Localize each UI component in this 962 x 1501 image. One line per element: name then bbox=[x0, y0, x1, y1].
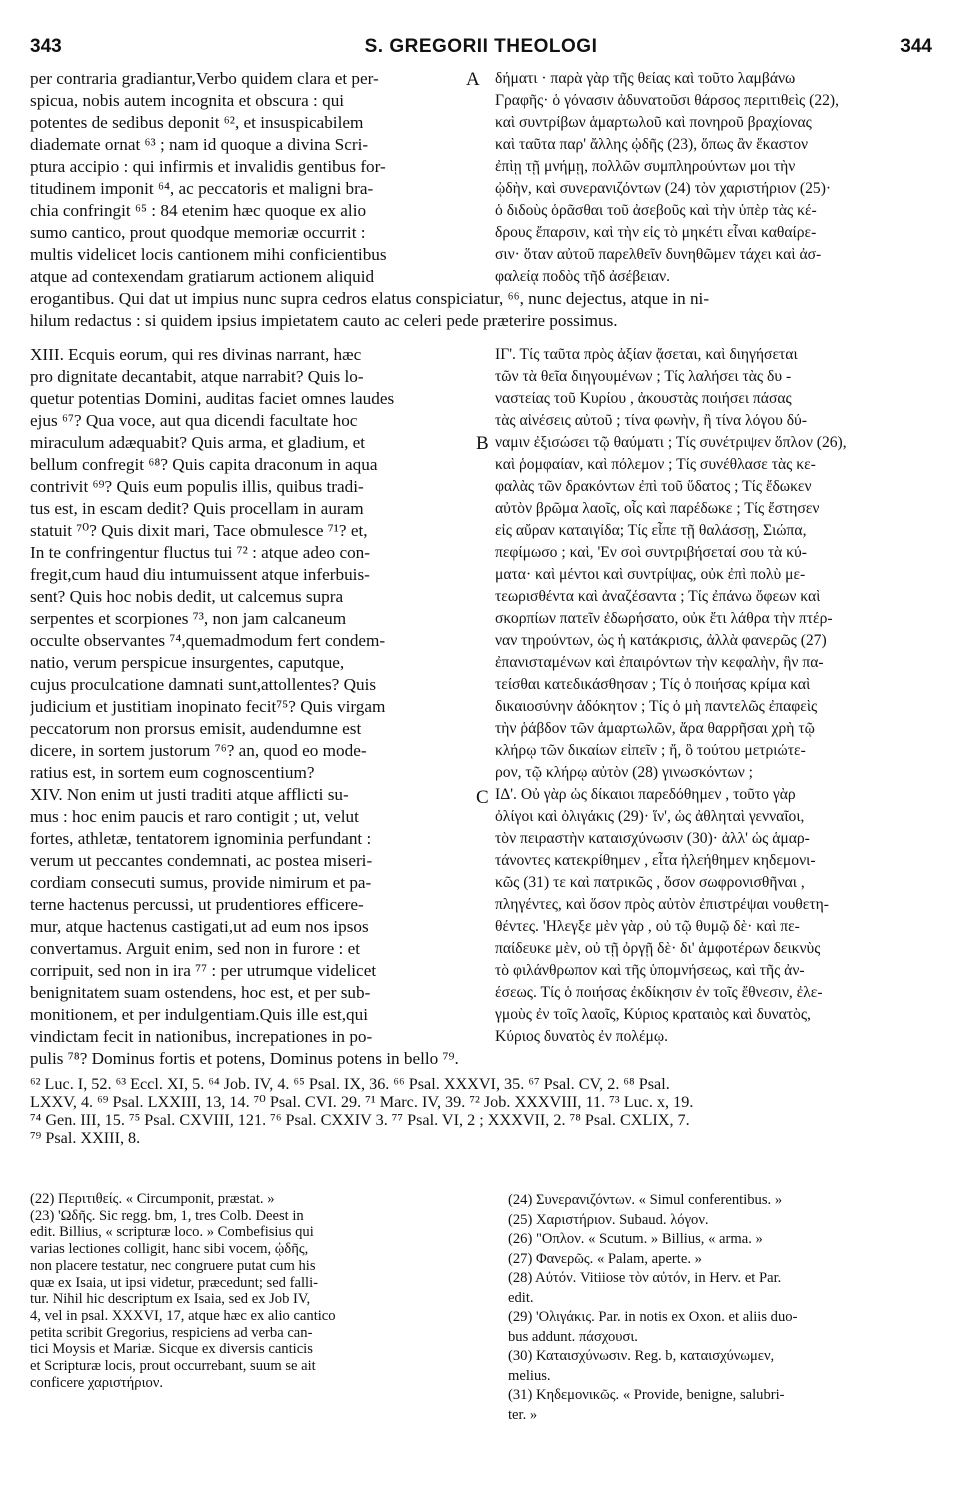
text-line: petita scribit Gregorius, respiciens ad verba can- bbox=[30, 1324, 313, 1341]
text-line: Κύριος δυνατὸς ἐν πολέμῳ. bbox=[495, 1028, 669, 1045]
text-line: tur. Nihil hic descriptum ex Isaia, sed ex Job IV, bbox=[30, 1291, 311, 1308]
text-line: erogantibus. Qui dat ut impius nunc supra cedros elatus conspiciatur, ⁶⁶, nunc dejectus, atque in ni- bbox=[30, 289, 710, 308]
text-line: (30) Καταισχύνωσιν. Reg. b, καταισχύνωμεν, bbox=[508, 1348, 775, 1364]
text-line: ter. » bbox=[508, 1406, 538, 1423]
text-line: (23) 'Ωδῆς. Sic regg. bm, 1, tres Colb. Deest in bbox=[30, 1207, 304, 1224]
text-line: ἐπὶῃ τῇ μνήμῃ, πολλῶν συμπληρούντων μοι τὴν bbox=[495, 158, 796, 175]
text-line: τὰς αἰνέσεις αὐτοῦ ; τίνα φωνὴν, ἢ τίνα λόγου δύ- bbox=[495, 412, 807, 429]
text-line: ὀλίγοι καὶ ὀλιγάκις (29)· ἵν', ὡς ἀθληταὶ γενναῖοι, bbox=[495, 808, 805, 825]
text-line: sent? Quis hoc nobis dedit, ut calcemus supra bbox=[30, 587, 344, 606]
page-number-left: 343 bbox=[30, 36, 62, 57]
text-line: non placere testatur, nec congruere putat cum his bbox=[30, 1257, 316, 1274]
text-line: Γραφῆς· ὁ γόνασιν ἀδυνατοῦσι θάρσος περιτιθεὶς (22), bbox=[495, 92, 840, 109]
text-line: καὶ ταῦτα παρ' ἄλλης ᾠδῆς (23), ὅπως ἂν ἕκαστον bbox=[495, 136, 809, 153]
text-line: occulte observantes ⁷⁴,quemadmodum fert condem- bbox=[30, 631, 386, 650]
running-header bbox=[30, 36, 932, 62]
text-line: εἰς αὔραν καταιγίδα; Τίς εἶπε τῇ θαλάσσῃ, Σιώπα, bbox=[495, 522, 807, 539]
text-line: έσεως. Τίς ὁ ποιήσας ἐκδίκησιν ἐν τοῖς ἔθνεσιν, ἐλε- bbox=[495, 984, 823, 1001]
text-line: θέντες. 'Ηλεγξε μὲν γὰρ , οὐ τῷ θυμῷ δὲ· καὶ πε- bbox=[495, 918, 800, 935]
text-line: αὐτὸν βρῶμα λαοῖς, οἷς καὶ παρέδωκε ; Τίς ἔστησεν bbox=[495, 500, 820, 517]
text-line: statuit ⁷⁰? Quis dixit mari, Tace obmulesce ⁷¹? et, bbox=[30, 521, 368, 540]
text-line: bus addunt. πάσχουσι. bbox=[508, 1328, 638, 1345]
text-line: ματα· καὶ μέντοι καὶ συντρίψας, οὐκ ἐπὶ πολὺ με- bbox=[495, 566, 806, 583]
text-line: conficere χαριστήριον. bbox=[30, 1374, 164, 1391]
text-line: monitionem, et per indulgentiam.Quis ille est,qui bbox=[30, 1005, 368, 1024]
text-line: καὶ ῥομφαίαν, καὶ πόλεμον ; Τίς συνέθλασε τὰς κε- bbox=[495, 456, 816, 473]
text-line: benignitatem suam ostendens, hoc est, et per sub- bbox=[30, 983, 371, 1002]
text-line: fregit,cum haud diu intumuissent atque inferbuis- bbox=[30, 565, 370, 584]
text-line: peccatorum non prorsus emisit, audendumne est bbox=[30, 719, 362, 738]
text-line: ρον, τῷ κλήρῳ αὐτὸν (28) γινωσκόντων ; bbox=[495, 764, 753, 781]
text-line: chia confringit ⁶⁵ : 84 etenim hæc quoque ex alio bbox=[30, 201, 367, 220]
text-line: φαλὰς τῶν δρακόντων ἐπὶ τοῦ ὕδατος ; Τίς ἔδωκεν bbox=[495, 478, 812, 495]
text-line: XIV. Non enim ut justi traditi atque afflicti su- bbox=[30, 785, 349, 804]
text-line: tus est, in escam dedit? Quis procellam in auram bbox=[30, 499, 364, 518]
text-line: diadematе ornat ⁶³ ; nam id quoque a divina Scri- bbox=[30, 135, 369, 154]
text-line: (29) 'Ολιγάκις. Par. in notis ex Oxon. et aliis duo- bbox=[508, 1309, 798, 1325]
text-line: τάνοντες κατεκρίθημεν , εἶτα ἠλεήθημεν κηδεμονι- bbox=[495, 852, 816, 869]
text-line: (26) "Οπλον. « Scutum. » Billius, « arma. » bbox=[508, 1231, 763, 1247]
text-line: ΙΓ'. Τίς ταῦτα πρὸς ἀξίαν ᾄσεται, καὶ διηγήσεται bbox=[495, 346, 798, 363]
text-line: XIII. Ecquis eorum, qui res divinas narrant, hæc bbox=[30, 345, 362, 364]
margin-marker-c: C bbox=[476, 787, 489, 808]
text-line: ναμιν ἐξισώσει τῷ θαύματι ; Τίς συνέτριψεν ὅπλον (26), bbox=[495, 434, 847, 451]
text-line: ναν τηρούντων, ὡς ἡ κατάκρισις, ἀλλὰ φανερῶς (27) bbox=[495, 632, 827, 649]
text-line: varias lectiones colligit, hanc sibi vocem, ᾠδῆς, bbox=[30, 1241, 309, 1258]
text-line: convertamus. Arguit enim, sed non in furore : et bbox=[30, 939, 360, 958]
text-line: hilum redactus : si quidem ipsius impietatem cauto ac celeri pede præterire possimus. bbox=[30, 311, 618, 330]
text-line: σιν· ὅταν αὐτοῦ παρελθεῖν δυνηθῶμεν τάχει καὶ ἀσ- bbox=[495, 246, 822, 263]
text-line: τὴν ῥάβδον τῶν ἁμαρτωλῶν, ἄρα θαρρῆσαι χρὴ τῷ bbox=[495, 720, 815, 737]
text-line: ΙΔ'. Οὐ γὰρ ὡς δίκαιοι παρεδόθημεν , τοῦτο γὰρ bbox=[495, 786, 796, 803]
text-line: ⁶² Luc. I, 52. ⁶³ Eccl. XI, 5. ⁶⁴ Job. IV, 4. ⁶⁵ Psal. IX, 36. ⁶⁶ Psal. XXXVI, 35. ⁶⁷ Psal. CV, 2. ⁶⁸ Psal. bbox=[30, 1075, 670, 1093]
text-line: pulis ⁷⁸? Dominus fortis et potens, Dominus potens in bello ⁷⁹. bbox=[30, 1049, 459, 1068]
text-line: multis videlicet locis cantionem mihi conficientibus bbox=[30, 245, 387, 264]
text-line: bellum confregit ⁶⁸? Quis capita draconum in aqua bbox=[30, 455, 378, 474]
text-line: edit. bbox=[508, 1289, 534, 1306]
text-line: δρους ἔπαρσιν, καὶ τὴν εἰς τὸ μηκέτι εἶναι καθαίρε- bbox=[495, 224, 817, 241]
text-line: atque ad contexendam gratiarum actionem aliquid bbox=[30, 267, 375, 286]
text-line: mus : hoc enim paucis et raro contigit ; ut, velut bbox=[30, 807, 359, 826]
text-line: quæ ex Isaia, ut ipsi videtur, præcedunt; sed falli- bbox=[30, 1274, 318, 1291]
text-line: cordiam consecuti sumus, provide nimirum et pa- bbox=[30, 873, 372, 892]
text-line: contrivit ⁶⁹? Quis eum populis illis, quibus tradi- bbox=[30, 477, 364, 496]
text-line: ⁷⁴ Gen. III, 15. ⁷⁵ Psal. CXVIII, 121. ⁷⁶ Psal. CXXIV 3. ⁷⁷ Psal. VI, 2 ; XXXVII, 2. ⁷⁸ Psal. CXLIX, 7. bbox=[30, 1111, 690, 1129]
text-line: cujus proculcatione damnati sunt,attollentes? Quis bbox=[30, 675, 377, 694]
margin-marker-b: B bbox=[476, 433, 489, 454]
text-line: (22) Περιτιθείς. « Circumponit, præstat. » bbox=[30, 1191, 275, 1207]
text-line: titudinem imponit ⁶⁴, ac peccatoris et maligni bra- bbox=[30, 179, 374, 198]
page-number-right: 344 bbox=[900, 36, 932, 57]
text-line: vindictam fecit in nationibus, increpationes in po- bbox=[30, 1027, 373, 1046]
text-line: terne hactenus percussi, ut prudentiores efficere- bbox=[30, 895, 364, 914]
text-line: (27) Φανερῶς. « Palam, aperte. » bbox=[508, 1250, 702, 1267]
text-line: τεωρισθέντα καὶ ἀναζέσαντα ; Τίς ἐπάνω ὄφεων καὶ bbox=[495, 588, 821, 605]
text-line: φαλείᾳ ποδὸς τῆδ ἀσέβειαν. bbox=[495, 268, 671, 285]
margin-marker-a: A bbox=[466, 69, 480, 90]
text-line: In te confringentur fluctus tui ⁷² : atque adeo con- bbox=[30, 543, 370, 562]
text-line: judicium et justitiam inopinato fecit⁷⁵? Quis virgam bbox=[30, 697, 386, 716]
text-line: σκορπίων πατεῖν ἐδωρήσατο, οὐκ ἔτι λάθρα τὴν πτέρ- bbox=[495, 610, 833, 627]
text-line: sumo cantico, prout quodque memoriæ occurrit : bbox=[30, 223, 366, 242]
text-line: spicua, nobis autem incognita et obscura : qui bbox=[30, 91, 345, 110]
text-line: tici Moysis et Mariæ. Sicque ex diversis canticis bbox=[30, 1341, 313, 1358]
text-line: καὶ συντρίβων ἁμαρτωλοῦ καὶ πονηροῦ βραχίονας bbox=[495, 114, 812, 131]
text-line: τὸν πειραστὴν καταισχύνωσιν (30)· ἀλλ' ὡς ἁμαρ- bbox=[495, 830, 810, 847]
text-line: dicere, in sortem justorum ⁷⁶? an, quod eo mode- bbox=[30, 741, 367, 760]
text-line: corripuit, sed non in ira ⁷⁷ : per utrumque videlicet bbox=[30, 961, 377, 980]
text-line: edit. Billius, « scripturæ loco. » Combefisius qui bbox=[30, 1224, 314, 1241]
text-line: γμοὺς ἐν τοῖς λαοῖς, Κύριος κραταιὸς καὶ δυνατὸς, bbox=[495, 1006, 811, 1023]
text-line: et Scripturæ locis, prout occurrebant, suum se ait bbox=[30, 1358, 316, 1374]
text-line: ὁ διδοὺς ὁρᾶσθαι τοῦ ἀσεβοῦς καὶ τὴν ὑπὲρ τὰς κέ- bbox=[495, 202, 817, 219]
text-line: miraculum adæquabit? Quis arma, et gladium, et bbox=[30, 433, 366, 452]
text-line: ἐπανισταμένων καὶ ἐπαιρόντων τὴν κεφαλὴν, ἣν πα- bbox=[495, 654, 824, 671]
text-line: potentes de sedibus deponit ⁶², et insuspicabilem bbox=[30, 113, 364, 132]
running-title: S. GREGORII THEOLOGI bbox=[364, 36, 598, 57]
text-line: ejus ⁶⁷? Qua voce, aut qua dicendi facultate hoc bbox=[30, 411, 358, 430]
text-line: (31) Κηδεμονικῶς. « Provide, benigne, salubri- bbox=[508, 1387, 785, 1403]
text-line: pro dignitate decantabit, atque narrabit? Quis lo- bbox=[30, 367, 364, 386]
text-line: δικαιοσύνην ἀδόκητον ; Τίς ὁ μὴ παντελῶς ἐπαφεὶς bbox=[495, 698, 818, 715]
text-line: mur, atque hactenus castigati,ut ad eum nos ipsos bbox=[30, 917, 369, 936]
text-line: serpentes et scorpiones ⁷³, non jam calcaneum bbox=[30, 609, 347, 628]
text-line: ᾠδὴν, καὶ συνερανιζόντων (24) τὸν χαριστήριον (25)· bbox=[495, 180, 832, 197]
text-line: πληγέντες, καὶ ὅσον πρὸς αὐτὸν ἐπιστρέψαι νουθετη- bbox=[495, 896, 829, 913]
text-line: 4, vel in psal. XXXVI, 17, atque hæc ex alio cantico bbox=[30, 1307, 336, 1324]
text-line: LXXV, 4. ⁶⁹ Psal. LXXIII, 13, 14. ⁷⁰ Psal. CVI. 29. ⁷¹ Marc. IV, 39. ⁷² Job. XXXVIII, 11. ⁷³ Luc. x, 19. bbox=[30, 1093, 694, 1111]
text-line: κῶς (31) τε καὶ πατρικῶς , ὅσον σωφρονισθῆναι , bbox=[495, 874, 805, 891]
text-line: verum ut peccantes condemnati, ac postea miseri- bbox=[30, 851, 373, 870]
text-line: quetur potentias Domini, auditas faciet omnes laudes bbox=[30, 389, 395, 408]
text-line: τὸ φιλάνθρωπον καὶ τῆς ὑπομνήσεως, καὶ τῆς ἀν- bbox=[495, 962, 805, 979]
text-line: per contraria gradiantur,Verbo quidem clara et per- bbox=[30, 69, 379, 88]
text-line: ptura accipio : qui infirmis et invalidis gentibus for- bbox=[30, 157, 386, 176]
text-line: κλήρῳ τῶν δικαίων εἰπεῖν ; ἤ, ὃ τούτου μετριώτε- bbox=[495, 742, 806, 759]
text-line: (25) Χαριστήριον. Subaud. λόγον. bbox=[508, 1211, 709, 1228]
text-line: fortes, athletæ, tentatorem ignominia perfundant : bbox=[30, 829, 372, 848]
text-line: natio, verum perspicue insurgentes, caputque, bbox=[30, 653, 345, 672]
text-line: πεφίμωσο ; καὶ, 'Εν σοὶ συντριβήσεταί σου τὰ κύ- bbox=[495, 544, 807, 561]
text-line: ⁷⁹ Psal. XXIII, 8. bbox=[30, 1129, 141, 1147]
text-line: τείσθαι κατεδικάσθησαν ; Τίς ὁ ποιήσας κρίμα καὶ bbox=[495, 676, 811, 693]
text-line: ναστείας τοῦ Κυρίου , ἀκουστὰς ποιήσει πάσας bbox=[495, 390, 792, 407]
text-line: παίδευκε μὲν, οὐ τῇ ὀργῇ δὲ· δι' ἀμφοτέρων δεικνὺς bbox=[495, 940, 821, 957]
text-line: τῶν τὰ θεῖα διηγουμένων ; Τίς λαλήσει τὰς δυ - bbox=[495, 368, 792, 385]
text-line: (24) Συνερανιζόντων. « Simul conferentibus. » bbox=[508, 1192, 783, 1208]
text-line: (28) Αὐτόν. Vitiiose τὸν αὐτόν, in Herv. et Par. bbox=[508, 1270, 782, 1286]
text-line: ratius est, in sortem eum cognoscentium? bbox=[30, 763, 315, 782]
text-line: melius. bbox=[508, 1367, 551, 1384]
text-line: δήματι · παρὰ γὰρ τῆς θείας καὶ τοῦτο λαμβάνω bbox=[495, 70, 796, 87]
